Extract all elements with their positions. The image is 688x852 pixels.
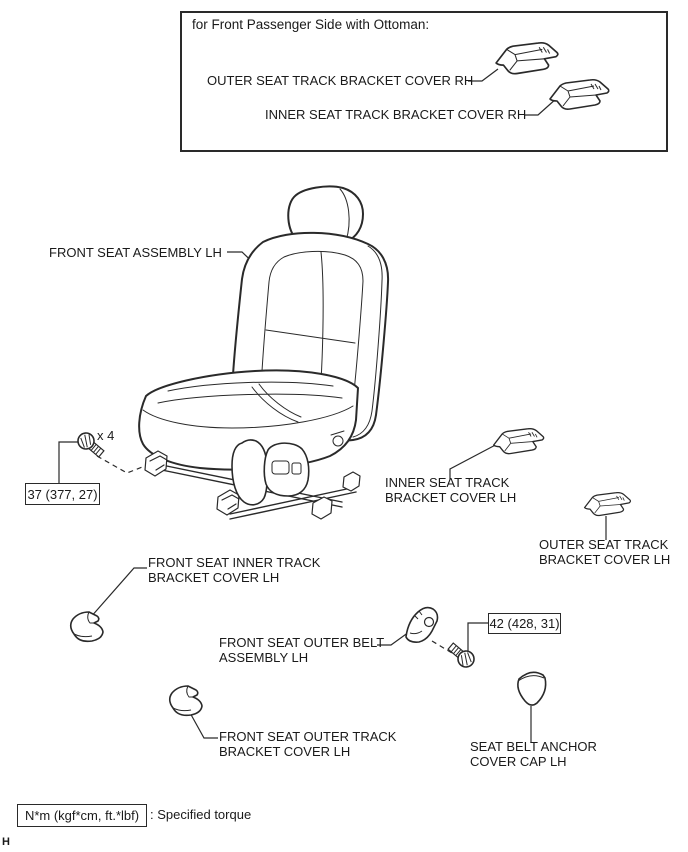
torque-callout-seat-mount: 37 (377, 27)	[25, 483, 100, 505]
label-seat-belt-anchor-cover-cap-lh	[470, 740, 597, 769]
page-corner-letter: H	[2, 836, 10, 848]
label-line: BRACKET COVER LH	[539, 551, 671, 567]
front-seat-outer-track-bracket-cover-lh-icon	[170, 686, 202, 715]
label-inner-track-cover-rh: INNER SEAT TRACK BRACKET COVER RH	[265, 107, 527, 122]
front-seat-inner-track-bracket-cover-lh-icon	[71, 612, 103, 641]
label-line: BRACKET COVER LH	[148, 569, 280, 585]
label-line: FRONT SEAT INNER TRACK	[148, 555, 321, 570]
ottoman-box-title: for Front Passenger Side with Ottoman:	[192, 17, 430, 32]
front-seat-outer-belt-assembly-icon	[406, 608, 438, 643]
label-front-seat-outer-track-cover-lh	[219, 730, 396, 759]
belt-anchor-bolt-icon	[446, 640, 478, 670]
label-line: FRONT SEAT OUTER TRACK	[219, 729, 397, 744]
label-line: OUTER SEAT TRACK	[539, 537, 669, 552]
label-line: ASSEMBLY LH	[219, 649, 309, 665]
label-front-seat-assembly: FRONT SEAT ASSEMBLY LH	[49, 245, 222, 260]
torque-callout-belt-anchor: 42 (428, 31)	[488, 613, 561, 634]
label-front-seat-outer-belt-assembly-lh	[219, 636, 384, 665]
label-line: INNER SEAT TRACK	[385, 475, 510, 490]
label-bolt-count: x 4	[97, 428, 115, 443]
label-line: BRACKET COVER LH	[385, 489, 517, 505]
seat-side-shield	[232, 440, 309, 505]
label-outer-seat-track-cover-lh	[539, 538, 670, 567]
outer-seat-track-bracket-cover-lh-icon	[585, 493, 631, 516]
label-inner-seat-track-cover-lh	[385, 476, 516, 505]
label-line: SEAT BELT ANCHOR	[470, 739, 597, 754]
label-outer-track-cover-rh: OUTER SEAT TRACK BRACKET COVER RH	[207, 73, 474, 88]
seat-belt-anchor-cover-cap-icon	[518, 672, 546, 705]
front-seat-assembly-illustration	[139, 186, 388, 519]
label-line: FRONT SEAT OUTER BELT	[219, 635, 385, 650]
torque-unit-box: N*m (kgf*cm, ft.*lbf)	[17, 804, 147, 827]
inner-seat-track-bracket-cover-lh-icon	[494, 429, 544, 454]
label-front-seat-inner-track-cover-lh	[148, 556, 320, 585]
label-line: COVER CAP LH	[470, 753, 567, 769]
torque-legend-description: : Specified torque	[150, 807, 252, 822]
label-line: BRACKET COVER LH	[219, 743, 351, 759]
